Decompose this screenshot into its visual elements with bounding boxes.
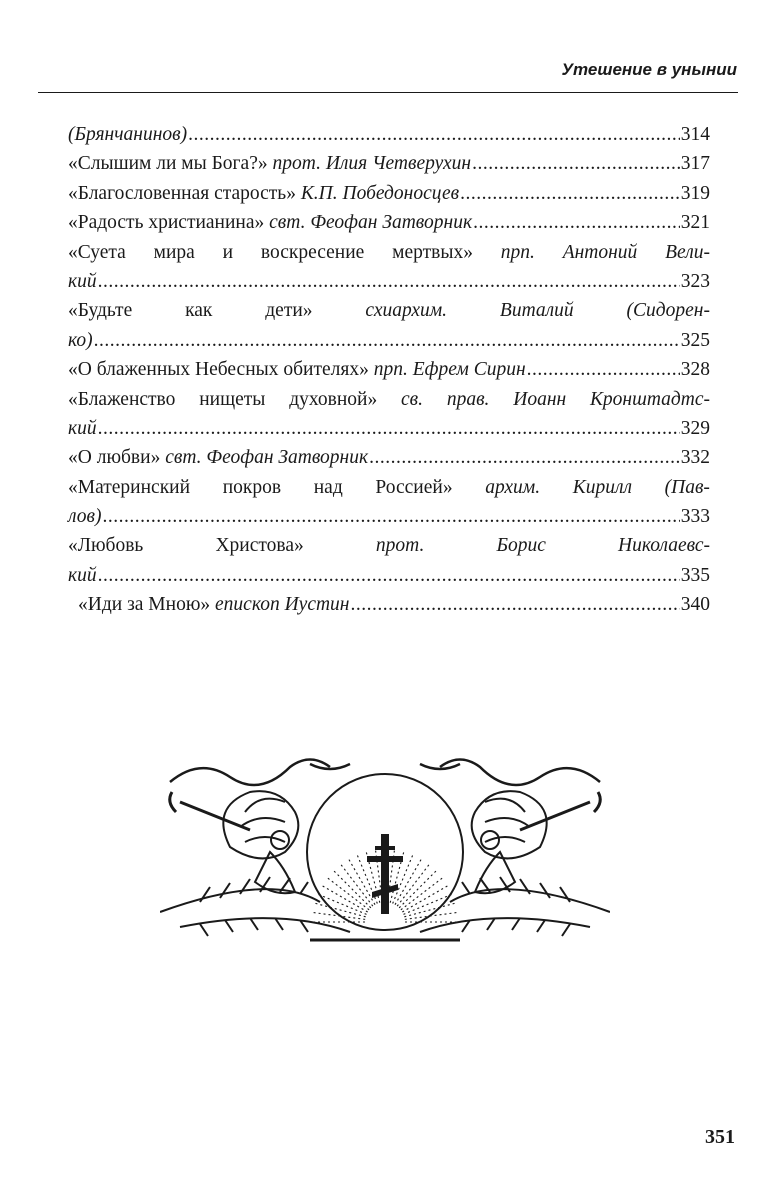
toc-word: Борис (496, 535, 546, 557)
toc-line (68, 561, 710, 590)
running-head: Утешение в унынии (561, 60, 737, 79)
page-number: 351 (705, 1126, 735, 1148)
toc-author: прот. Илия Четверухин (272, 153, 472, 175)
toc-word: (Пав- (664, 476, 710, 498)
toc-page-number: 321 (680, 212, 710, 234)
toc-word: «Материнский (68, 476, 191, 498)
toc-word: Виталий (499, 300, 574, 322)
header-rule (38, 92, 738, 93)
toc-word: Россией» (375, 476, 453, 498)
toc-page-number: 335 (680, 564, 710, 586)
toc-line (68, 590, 710, 619)
toc-word: «Будьте (68, 300, 133, 322)
toc-title: «Слышим ли мы Бога?» (68, 153, 268, 175)
toc-word: Вели- (665, 241, 710, 263)
toc-word: и (222, 241, 234, 263)
toc-line (68, 414, 710, 443)
toc-line (68, 355, 710, 384)
toc-word: Христова» (215, 535, 304, 557)
sun-ray (393, 855, 413, 903)
left-angel-icon (170, 791, 299, 893)
toc-author: К.П. Победоносцев (300, 182, 460, 204)
toc-word: «Суета (68, 241, 126, 263)
toc-word: «Любовь (68, 535, 144, 557)
toc-title: «Радость христианина» (68, 212, 265, 234)
toc-word: Иоанн (513, 388, 567, 410)
angel-sunburst-ornament (160, 752, 610, 942)
toc-leader-dots (472, 149, 680, 178)
toc-author: лов) (68, 506, 102, 528)
toc-leader-dots (350, 590, 679, 619)
toc-leader-dots (102, 502, 679, 531)
toc-word: над (313, 476, 343, 498)
toc-page-number: 314 (680, 124, 710, 145)
toc-word: мира (153, 241, 195, 263)
right-angel-icon (472, 791, 601, 893)
toc-page-number: 319 (680, 182, 710, 204)
toc-word: воскресение (260, 241, 365, 263)
toc-leader-dots (98, 414, 680, 443)
toc-line (68, 443, 710, 472)
toc-line (68, 179, 710, 208)
toc-title: «Иди за Мною» (78, 594, 211, 616)
toc-line (68, 326, 710, 355)
toc-word: (Сидорен- (626, 300, 710, 322)
toc-page-number: 317 (680, 153, 710, 175)
toc-line (68, 502, 710, 531)
toc-page-number: 332 (680, 447, 710, 469)
toc-line (68, 149, 710, 178)
toc-page-number: 328 (680, 359, 710, 381)
toc-word: как (185, 300, 213, 322)
toc-word: покров (222, 476, 282, 498)
toc-word: Кирилл (572, 476, 632, 498)
sun-ray (315, 903, 365, 916)
toc-leader-dots (98, 267, 680, 296)
toc-author: кий (68, 270, 97, 292)
toc-author: свт. Феофан Затворник (269, 212, 473, 234)
toc-leader-dots (473, 208, 680, 237)
sun-ray (404, 903, 454, 916)
toc-word: прп. (500, 241, 535, 263)
toc-author: кий (68, 417, 97, 439)
sun-ray (405, 913, 457, 920)
toc-word: св. (401, 388, 424, 410)
toc-author: (Брянчанинов) (68, 124, 188, 145)
toc-page-number: 340 (680, 594, 710, 616)
toc-line (68, 296, 710, 325)
toc-author: епископ Иустин (215, 594, 350, 616)
sun-ray (318, 894, 366, 914)
toc-leader-dots (460, 179, 680, 208)
top-scroll-ornament (170, 760, 600, 786)
sun-ray (403, 894, 451, 914)
toc-page-number: 333 (680, 506, 710, 528)
toc-author: кий (68, 564, 97, 586)
toc-leader-dots (527, 355, 680, 384)
toc-title: «Благословенная старость» (68, 182, 296, 204)
toc-page-number: 323 (680, 270, 710, 292)
toc-line (68, 208, 710, 237)
table-of-contents (68, 120, 710, 620)
toc-word: «Блаженство (68, 388, 176, 410)
toc-leader-dots (188, 120, 680, 149)
toc-author: прп. Ефрем Сирин (373, 359, 526, 381)
toc-word: прав. (446, 388, 490, 410)
toc-leader-dots (94, 326, 680, 355)
toc-word: мертвых» (392, 241, 473, 263)
toc-line (68, 531, 710, 560)
sun-ray (314, 913, 366, 920)
toc-word: прот. (375, 535, 425, 557)
toc-word: схиархим. (365, 300, 448, 322)
sun-ray (334, 871, 371, 908)
toc-title: «О любви» (68, 447, 161, 469)
toc-line (68, 238, 710, 267)
toc-page-number: 329 (680, 417, 710, 439)
toc-author: свт. Феофан Затворник (165, 447, 369, 469)
toc-word: Николаевс- (618, 535, 710, 557)
toc-word: дети» (265, 300, 313, 322)
toc-line (68, 473, 710, 502)
sun-ray (399, 871, 436, 908)
toc-line (68, 120, 710, 149)
toc-word: нищеты (199, 388, 266, 410)
toc-word: Кронштадтс- (589, 388, 710, 410)
toc-page-number: 325 (680, 329, 710, 351)
toc-leader-dots (98, 561, 680, 590)
toc-word: Антоний (562, 241, 638, 263)
orthodox-cross-icon (367, 834, 403, 914)
toc-leader-dots (369, 443, 680, 472)
toc-word: духовной» (289, 388, 378, 410)
toc-line (68, 385, 710, 414)
toc-word: архим. (485, 476, 541, 498)
toc-title: «О блаженных Небесных обителях» (68, 359, 369, 381)
toc-line (68, 267, 710, 296)
toc-author: ко) (68, 329, 93, 351)
